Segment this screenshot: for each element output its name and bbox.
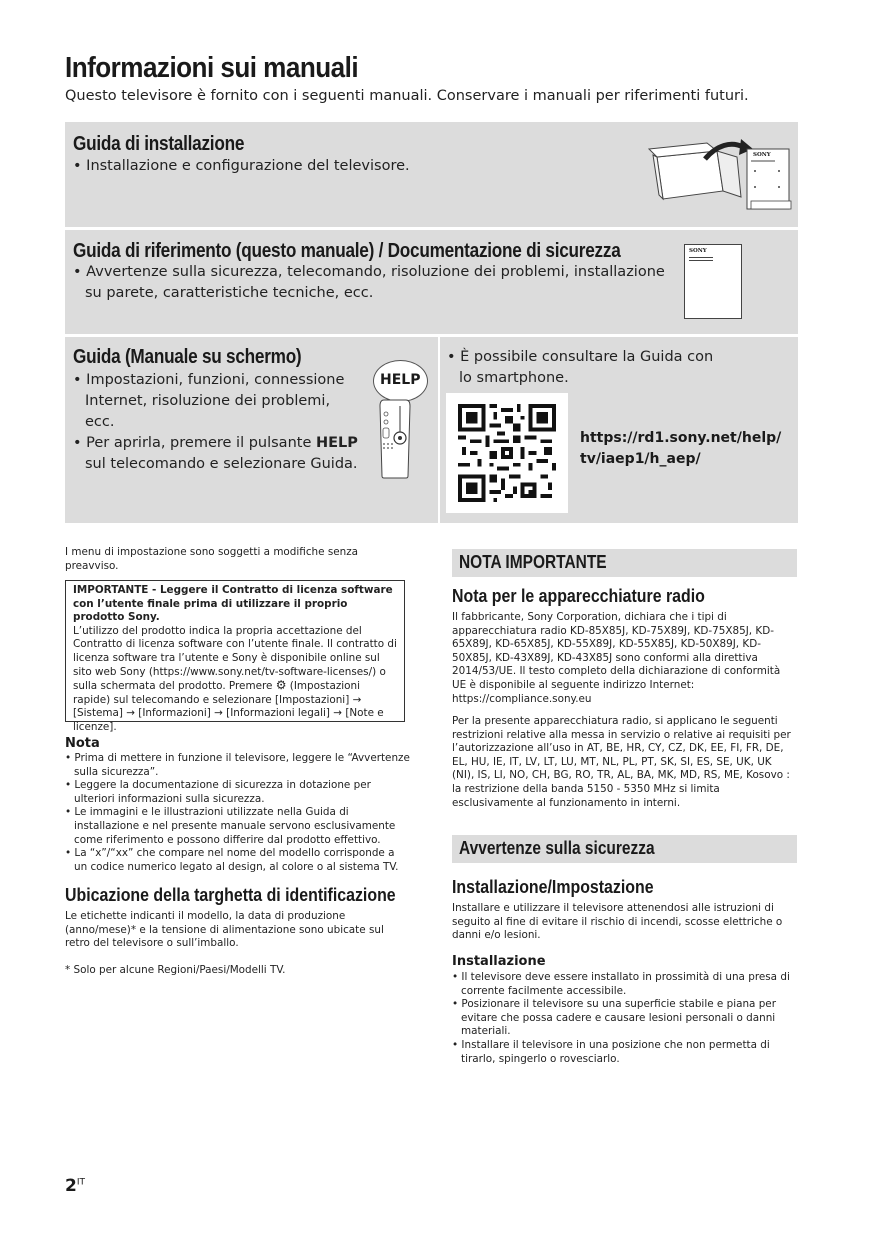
radio-paragraph-2: Per la presente apparecchiatura radio, si applicano le seguenti restrizioni relative alla messa in servizio o relative ai requisiti per l’autorizzazione all’uso in AT, BE, HR, CY, CZ, DK, EE, FI, FR, DE, EL, HU, IE, IT, LV, LT, LU, MT, NL, PL, PT, SK, SI, ES, SE, UK, UK (NI), IS, LI, NO, CH, BG, RO, TR, AL, BA, MK, MD, RS, ME, Kosovo : la restrizione della banda 5150 - 5350 MHz si limita esclusivamente al funzionamento in interni. (452, 715, 791, 809)
reference-guide-bullet: • Avvertenze sulla sicurezza, telecomando, risoluzione dei problemi, installazione su parete, caratteristiche tecniche, ecc. (73, 264, 665, 301)
list-item: • Leggere la documentazione di sicurezza in dotazione per ulteriori informazioni sulla sicurezza. (65, 779, 371, 805)
install-text: Installare e utilizzare il televisore attenendosi alle istruzioni di seguito al fine di evitare il rischio di incendi, scosse elettriche o danni e/o lesioni. (452, 902, 783, 942)
nota-importante-title: NOTA IMPORTANTE (459, 552, 607, 572)
list-item: • Prima di mettere in funzione il televisore, leggere le “Avvertenze sulla sicurezza”. (65, 752, 410, 778)
nota-heading: Nota (65, 736, 100, 751)
setup-guide-heading: Guida di installazione (73, 133, 245, 155)
install-list (452, 971, 797, 1066)
important-box (65, 580, 405, 733)
help-url-link[interactable]: https://rd1.sony.net/help/tv/iaep1/h_aep/ (580, 430, 782, 467)
footnote: * Solo per alcune Regioni/Paesi/Modelli TV. (65, 964, 286, 976)
arrow-icon: → (333, 707, 343, 720)
reference-guide-heading: Guida di riferimento (questo manuale) / Documentazione di sicurezza (73, 240, 621, 262)
tv-box-illustration (645, 135, 793, 217)
safety-warnings-title: Avvertenze sulla sicurezza (459, 838, 655, 858)
gear-icon: ⚙ (275, 678, 287, 693)
important-body: L’utilizzo del prodotto indica la propria accettazione del Contratto di licenza software con l’utente finale. Il contratto di licenza software tra l’utente e Sony è disponibile online sul sito web Sony (https://www.sony.net/tv-software-licenses/) o sulla schermata del prodotto. Premere ⚙ (Impostazioni rapide) sul telecomando e selezionare [Impostazioni] → [Sistema] → [Informazioni] → [Informazioni legali] → [Note e licenze]. (73, 624, 397, 733)
label-location-text: Le etichette indicanti il modello, la data di produzione (anno/mese)* e la tensione di alimentazione sono ubicate sul retro del televisore o sull’imballo. (65, 910, 384, 950)
arrow-icon: → (214, 707, 223, 720)
list-item: • Il televisore deve essere installato in prossimità di una presa di corrente facilmente accessibile. (452, 971, 790, 997)
qr-code-image (458, 404, 556, 502)
sony-logo-booklet: SONY (689, 248, 707, 254)
radio-heading: Nota per le apparecchiature radio (452, 585, 705, 606)
help-bullet-2: • Per aprirla, premere il pulsante HELP sul telecomando e selezionare Guida. (73, 435, 358, 472)
help-button-label: HELP (380, 372, 421, 388)
arrow-icon: → (126, 707, 135, 720)
page-number: $2^{IT}$ (65, 1176, 85, 1196)
smartphone-bullet: • È possibile consultare la Guida con lo smartphone. (447, 349, 714, 386)
manual-booklet-illustration (684, 244, 742, 319)
list-item: • Posizionare il televisore su una superficie stabile e piana per evitare che possa cadere e causare lesioni personali o danni materiali. (452, 998, 776, 1038)
nota-importante-bar (452, 549, 797, 577)
install-subheading: Installazione (452, 954, 546, 969)
help-guide-heading: Guida (Manuale su schermo) (73, 346, 302, 368)
menu-note: I menu di impostazione sono soggetti a modifiche senza preavviso. (65, 546, 359, 572)
safety-warnings-bar (452, 835, 797, 863)
page-title: Informazioni sui manuali (65, 52, 359, 84)
sony-logo-small: SONY (753, 152, 771, 158)
qr-code-panel (446, 393, 568, 513)
label-location-heading: Ubicazione della targhetta di identificazione (65, 884, 396, 905)
remote-control-icon (372, 398, 416, 480)
help-guide-bullets (73, 370, 373, 475)
setup-guide-bullet: • Installazione e configurazione del televisore. (73, 158, 410, 174)
list-item: • La “x”/“xx” che compare nel nome del modello corrisponde a un codice numerico legato al design, al colore o al sistema TV. (65, 847, 399, 873)
list-item: • Le immagini e le illustrazioni utilizzate nella Guida di installazione e nel presente manuale servono esclusivamente come riferimento e possono differire dal prodotto effettivo. (65, 806, 396, 846)
arrow-icon: → (352, 693, 362, 706)
install-heading: Installazione/Impostazione (452, 876, 654, 897)
list-item: • Installare il televisore in una posizione che non permetta di tirarlo, spingerlo o rovesciarlo. (452, 1038, 770, 1065)
page-intro: Questo televisore è fornito con i seguenti manuali. Conservare i manuali per riferimenti futuri. (65, 88, 749, 104)
help-bullet-1: • Impostazioni, funzioni, connessione Internet, risoluzione dei problemi, ecc. (73, 372, 345, 430)
nota-list (65, 752, 410, 874)
important-heading: IMPORTANTE - Leggere il Contratto di licenza software con l’utente finale prima di utilizzare il proprio prodotto Sony. (73, 584, 393, 624)
radio-paragraph-1: Il fabbricante, Sony Corporation, dichiara che i tipi di apparecchiatura radio KD-85X85J, KD-75X89J, KD-75X85J, KD-65X89J, KD-65X85J, KD-55X89J, KD-55X85J, KD-50X89J, KD-50X85J, KD-43X89J, KD-43X85J sono conformi alla direttiva 2014/53/UE. Il testo completo della dichiarazione di conformità UE è disponibile al seguente indirizzo Internet: https://compliance.sony.eu (452, 611, 781, 705)
